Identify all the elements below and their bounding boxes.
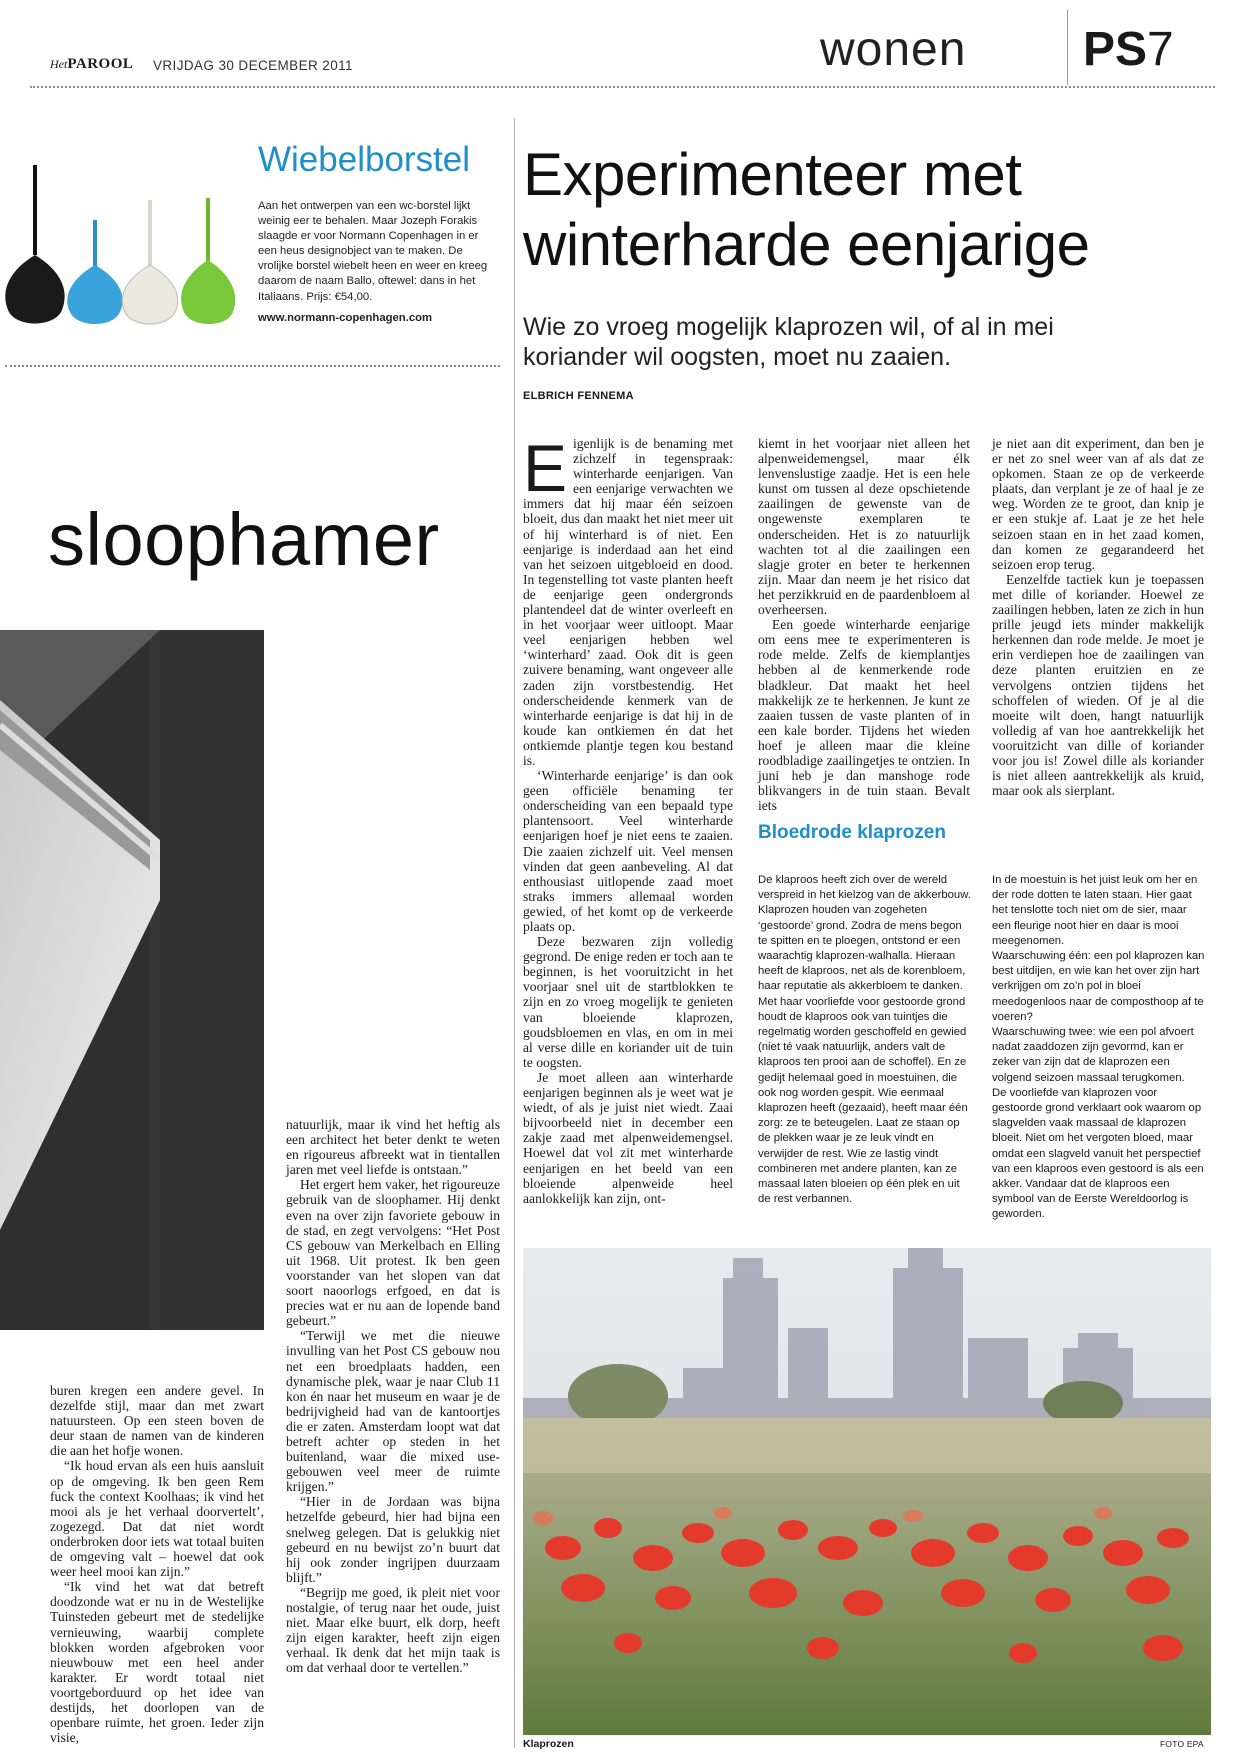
main-col-2 [758,436,970,813]
main-col3-para: Eenzelfde tactiek kun je toepassen met dille of koriander. Hoewel ze zaailingen hebben, laten ze zich in hun prille jeugd iets minder makkelijk herkennen dan rode melde. Je moet je erin verdiepen hoe de zaailingen van deze planten eruitzien en ze vervolgens ontzien tijdens het schoffelen of wieden. Of je al die moeite wilt doen, hangt natuurlijk volledig af van hoe aantrekkelijk het vooruitzicht van dille of koriander voor jou is! Zowel dille als koriander is niet alleen aantrekkelijk als kruid, maar ook als sierplant. [992,571,1204,799]
architecture-photo [0,630,264,1330]
column-divider [514,118,515,1748]
logo-het: Het [50,57,68,71]
masthead-rule [30,86,1215,88]
main-headline [523,140,1223,280]
main-col2-para: kiemt in het voorjaar niet alleen het alpenweidemengsel, maar élk lenvenslustige zaadje. Het is een hele kunst om tussen al deze opschietende zaailingen de gewenste van de ongewenste exemplaren te onderscheiden. Het is zo natuurlijk wachten tot al die zaailingen een slagje groter en beter te herkennen zijn. Maar dan neem je het risico dat het perzikkruid en de paardenbloem al overheersen. [758,436,970,618]
toilet-brush-illustration [0,160,235,335]
main-col2-para: Een goede winterharde eenjarige om eens mee te experimenteren is rode melde. Zelfs de kiemplantjes hebben al de kenmerkende rode bladkleur. Dat maakt het heel makkelijk ze te herkennen. Je kunt ze zaaien tussen de vaste planten of in een kale border. Tijdens het wieden hoef je alleen maar die kleine roodbladige zaailingetjes te ontzien. In juni heb je dan manshoge rode blikvangers in de tuin staan. Bevalt iets [758,617,970,814]
newspaper-logo [50,56,133,73]
box-col2-para: De voorliefde van klaprozen voor gestoorde grond verklaart ook waarom op slagvelden vaak massaal de klaprozen bloeit. Niet om het vergoten bloed, maar omdat een slagveld vanuit het perspectief van een klaproos even gestoord is als een akker. Vandaar dat de klaproos een symbool van de Eerste Wereldoorlog is geworden. [992,1086,1204,1221]
section-title: wonen [820,23,967,76]
main-headline-line2: winterharde eenjarige [523,211,1090,278]
left-col1-para: buren kregen een andere gevel. In dezelfde stijl, maar dan met zwart natuursteen. Op een steen boven de deur staan de namen van de kinderen die aan het hofje wonen. [50,1383,264,1459]
main-col1-para: Je moet alleen aan winterharde eenjarigen beginnen als je weet wat je wiedt, of als je juist niet wiedt. Zaai bijvoorbeeld niet in december een zakje zaad met alpenweidemengsel. Hoewel dat vol zit met winterharde eenjarigen en het beeld van een bloeiende alpenweide heel aanlokkelijk kan zijn, ont- [523,1069,733,1206]
main-col-3 [992,436,1204,798]
dropcap: E [523,431,568,505]
left-col2-para: natuurlijk, maar ik vind het heftig als een architect het beter denkt te weten en rigoureus afbreekt wat in tientallen jaren met veel liefde is ontstaan.” [286,1117,500,1178]
sidebar-rule [5,365,500,367]
left-col-1 [50,1383,264,1745]
box-col-1 [758,873,974,1207]
main-col1-first-text: igenlijk is de benaming met zichzelf in tegenspraak: winterharde eenjarigen. Van een eenjarige verwachten we immers dat hij maar één seizoen bloeit, dus dan maakt het niet meer uit of hij winterhard is of niet. Een eenjarige is inderdaad aan het eind van het seizoen uitgebloeid en dood. In tegenstelling tot vaste planten heeft de eenjarige geen ondergronds plantendeel dat de winter overleeft en in het voorjaar weer uitloopt. Maar veel eenjarigen hebben wel ‘winterhard’ zaad. Ook dit is geen zuivere benaming, want ongeveer alle zaden zijn vorstbestendig. Het onderscheidende kenmerk van de winterharde eenjarige is dat hij in de koude kan ontkiemen én dat het ontkiemde plantje tegen kou bestand is. [523,436,733,768]
main-col3-para: je niet aan dit experiment, dan ben je er net zo snel weer van af als dat ze opkomen. Staan ze op de verkeerde plaats, dan verplant je ze of haal je ze weg. Worden ze te groot, dan knip je er een stukje af. Laat je ze het hele seizoen staan en in het zaad komen, dan komen ze gegarandeerd het seizoen erop terug. [992,436,1204,572]
left-col2-para: Het ergert hem vaker, het rigoureuze gebruik van de sloophamer. Hij denkt even na over zijn favoriete gebouw in de stad, en zegt vervolgens: “Het Post CS gebouw van Merkelbach en Elling uit 1968. Uit protest. Ik ben geen voorstander van het slopen van dat soort naoorlogs erfgoed, en dat is precies wat er nu aan de lopende band gebeurt.” [286,1177,500,1329]
left-col-2 [286,1117,500,1675]
sidebar-url[interactable]: www.normann-copenhagen.com [258,312,433,324]
logo-parool: PAROOL [67,56,134,72]
left-col2-para: “Begrijp me goed, ik pleit niet voor nostalgie, of terug naar het oude, juist niet. Maar elke buurt, elk dorp, heeft zijn eigen karakter, heeft zijn eigen verhaal. Ik denk dat het mijn taak is om dat verhaal door te vertellen.” [286,1584,500,1676]
masthead-divider [1067,10,1068,85]
main-intro: Wie zo vroeg mogelijk klaprozen wil, of al in mei koriander wil oogsten, moet nu zaaien. [523,313,1054,371]
main-col1-para [523,431,733,768]
left-col1-para: “Ik houd ervan als een huis aansluit op de omgeving. Ik ben geen Rem fuck the context Koolhaas; ik vind het mooi als je het verhaal doorvertelt’, zogezegd. Dat dat niet wordt onderbroken door iets wat totaal buiten de omgeving valt – hoewel dat ook weer heel mooi kan zijn.” [50,1458,264,1580]
left-col1-para: “Ik vind het wat dat betreft doodzonde wat er nu in de Westelijke Tuinsteden gebeurt met de stedelijke vernieuwing, waarbij complete blokken worden afgebroken voor nieuwbouw met een heel ander karakter. Er wordt totaal niet voortgeborduurd op het idee van destijds, het doorlopen van de openbare ruimte, het groen. Ieder zijn visie, [50,1579,264,1746]
byline: ELBRICH FENNEMA [523,390,634,402]
masthead [0,0,1240,90]
photo-credit: FOTO EPA [1160,1739,1204,1749]
main-headline-line1: Experimenteer met [523,141,1022,208]
box-col1-para: Met haar voorliefde voor gestoorde grond houdt de klaproos ook van tuintjes die regelmatig worden geschoffeld en gewied (niet té vaak natuurlijk, anders valt de klaproos ten prooi aan de schoffel). En ze gedijt helemaal goed in moestuinen, die ook nog worden gespit. Wie eenmaal klaprozen heeft (gezaaid), heeft maar één zorg: ze te beteugelen. Laat ze staan op de plekken waar je ze leuk vindt en verwijder de rest. Wie ze lastig vindt combineren met andere planten, kan ze massaal laten bloeien op één plek en uit de rest verbannen. [758,995,968,1206]
page-label [1083,22,1174,78]
sidebar-title: Wiebelborstel [258,140,471,179]
box-col1-para: De klaproos heeft zich over de wereld verspreid in het kielzog van de akkerbouw. Klaprozen houden van zogeheten ‘gestoorde’ grond. Zodra de mens begon te spitten en te ploegen, ontstond er een waarachtig klaprozen-walhalla. Hieraan heeft de klaproos, net als de korenbloem, haar reputatie als akkerbloem te danken. [758,874,971,993]
main-col1-para: Deze bezwaren zijn volledig gegrond. De enige reden er toch aan te beginnen, is het vooruitzicht in het voorjaar snel uit de startblokken te zijn en zo vroeg mogelijk te genieten van bloeiende klaprozen, goudsbloemen en vlas, en om in mei al verse dille en koriander uit de tuin te oogsten. [523,934,733,1070]
photo-caption: Klaprozen [523,1738,574,1750]
box-col2-para: In de moestuin is het juist leuk om her en der rode dotten te laten staan. Hier gaat het tenslotte toch niet om de sier, maar een fleurige noot hier en daar is mooi meegenomen. [992,874,1198,947]
page-number: 7 [1147,23,1174,76]
poppy-photo [523,1248,1211,1735]
toilet-brush-photo [0,160,235,335]
poppy-field-illustration [523,1248,1211,1735]
box-col-2 [992,873,1208,1223]
page-label-ps: PS [1083,23,1148,76]
box-col2-para: Waarschuwing één: een pol klaprozen kan best uitdijen, en wie kan het over zijn hart verkrijgen om zo’n pol in bloei meedogenloos naar de composthoop af te voeren? [992,950,1205,1023]
issue-date: VRIJDAG 30 DECEMBER 2011 [153,58,353,73]
box-subhead: Bloedrode klaprozen [758,822,946,843]
left-headline: sloophamer [48,498,440,581]
sidebar-body: Aan het ontwerpen van een wc-borstel lijkt weinig eer te behalen. Maar Jozeph Forakis slaagde er voor Normann Copenhagen in er een heus designobject van te maken. De vrolijke borstel wiebelt heen en weer en kreeg daarom de naam Ballo, oftewel: dans in het Italiaans. Prijs: €54,00. [258,200,488,303]
main-col-1 [523,431,733,1206]
main-col1-para: ‘Winterharde eenjarige’ is dan ook geen officiële benaming ter onderscheiding van een bepaald type plantensoort. Veel winterharde eenjarigen hoef je niet eens te zaaien. Die zaaien zichzelf uit. Veel mensen vinden dat geen aanbeveling. Al dat enthousiast uitlopende zaad moet straks immers allemaal worden gewied, of het komt op de verkeerde plaats op. [523,768,733,934]
left-col2-para: “Hier in de Jordaan was bijna hetzelfde gebeurd, hier had bijna een snelweg gelegen. Dat is gelukkig niet gebeurd en nu bewijst zo’n buurt dat hij ook zonder ingrijpen duurzaam blijft.” [286,1494,500,1585]
architecture-illustration [0,630,264,1330]
left-col2-para: “Terwijl we met die nieuwe invulling van het Post CS gebouw nou net een broedplaats hadden, een dynamische plek, waar je naar Club 11 kon én naar het museum en waar je de bedrijvigheid had van de kantoortjes die er zaten. Amsterdam loopt wat dat betreft achter op steden in het buitenland, waar die mixed use-gebouwen veel meer de ruimte krijgen.” [286,1328,500,1495]
box-col2-para: Waarschuwing twee: wie een pol afvoert nadat zaaddozen zijn gevormd, kan er zeker van zijn dat de klaprozen een volgend seizoen massaal terugkomen. [992,1026,1194,1084]
